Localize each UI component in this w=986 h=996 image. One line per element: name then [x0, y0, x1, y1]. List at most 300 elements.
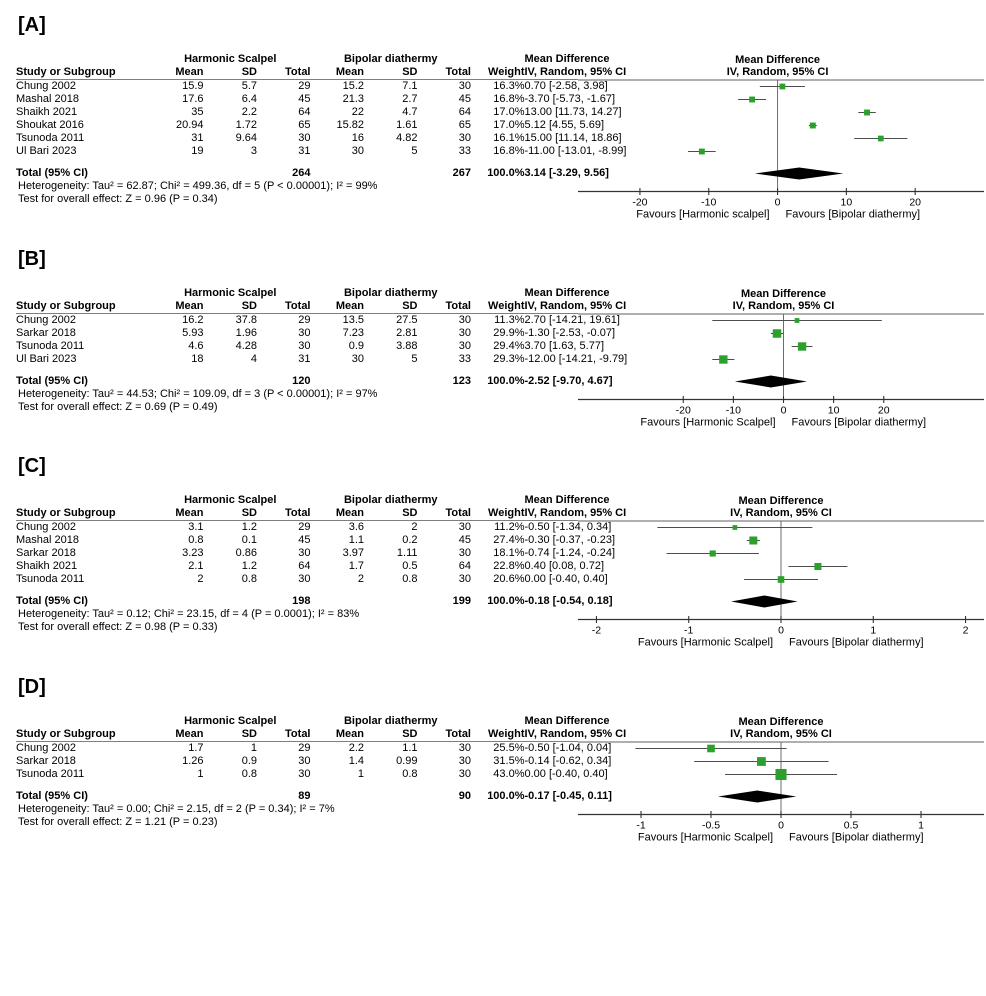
total2-cell: 30	[458, 767, 471, 780]
total-row	[16, 167, 578, 180]
plot-subtitle: IV, Random, 95% CI	[730, 727, 832, 740]
study-table-area	[16, 494, 627, 634]
sd2-cell: 4.7	[402, 106, 418, 118]
study-name-cell: Chung 2002	[16, 80, 76, 92]
favours-right-label: Favours [Bipolar diathermy]	[791, 416, 927, 428]
group2-header: Bipolar diathermy	[343, 714, 438, 727]
mean1-col-header: Mean	[150, 66, 204, 80]
blank-cell	[364, 595, 418, 608]
plot-title: Mean Difference	[738, 495, 824, 507]
sd1-cell: 9.64	[235, 132, 257, 144]
total2-col-header: Total	[418, 66, 472, 80]
ci-cell: -0.50 [-1.34, 0.34]	[524, 521, 612, 533]
mean-difference-header: Mean Difference	[524, 714, 610, 727]
effect-marker	[798, 342, 806, 350]
sd2-cell: 2	[411, 521, 418, 533]
total-row	[16, 375, 578, 388]
mean2-col-header: Mean	[311, 66, 365, 80]
study-name-cell: Shaikh 2021	[16, 560, 78, 572]
group1-header: Harmonic Scalpel	[184, 286, 277, 299]
total2-cell: 45	[458, 534, 471, 546]
effect-marker	[710, 550, 716, 556]
heterogeneity-line: Heterogeneity: Tau² = 44.53; Chi² = 109.09, df = 3 (P < 0.00001); I² = 97%	[18, 387, 378, 400]
group1-header: Harmonic Scalpel	[184, 714, 277, 727]
tick-label: 2	[962, 624, 969, 637]
study-name-cell: Mashal 2018	[16, 93, 79, 105]
weight-cell: 29.3%	[493, 352, 525, 365]
total1-cell: 29	[298, 741, 311, 754]
total2-cell: 30	[458, 80, 471, 92]
favours-left-label: Favours [Harmonic Scalpel]	[637, 636, 773, 649]
total-weight-cell: 100.0%	[487, 595, 525, 607]
blank-cell	[364, 375, 418, 388]
study-table-area	[16, 714, 627, 829]
tick-label: 0.5	[843, 819, 859, 831]
forest-plot-area	[578, 494, 984, 652]
mean-difference-header: Mean Difference	[524, 494, 610, 506]
ci-cell: -0.30 [-0.37, -0.23]	[524, 534, 615, 546]
blank-header	[16, 53, 150, 66]
sd2-cell: 5	[411, 145, 418, 157]
mean1-col-header: Mean	[150, 507, 204, 521]
total1-cell: 30	[298, 132, 311, 144]
total2-cell: 30	[458, 741, 471, 754]
effect-marker	[779, 84, 785, 90]
group2-header: Bipolar diathermy	[343, 53, 438, 65]
total-label-cell: Total (95% CI)	[16, 167, 88, 179]
total-weight-cell: 100.0%	[487, 789, 525, 802]
forest-plot-area	[578, 287, 984, 432]
total-row	[16, 595, 578, 608]
overall-effect-line: Test for overall effect: Z = 0.98 (P = 0.33)	[18, 621, 218, 633]
total-label-cell: Total (95% CI)	[16, 595, 88, 607]
favours-right-label: Favours [Bipolar diathermy]	[789, 636, 924, 649]
total2-col-header: Total	[418, 300, 472, 314]
total1-cell: 45	[298, 93, 311, 105]
total2-sum-cell: 267	[452, 167, 471, 179]
ci-cell: -0.14 [-0.62, 0.34]	[524, 754, 612, 767]
total1-sum-cell: 198	[292, 595, 311, 607]
weight-cell: 43.0%	[493, 767, 525, 780]
weight-cell: 11.2%	[494, 521, 525, 533]
total1-col-header: Total	[257, 300, 311, 314]
sd2-cell: 4.82	[396, 132, 418, 144]
effect-marker	[778, 576, 785, 583]
blank-header	[16, 715, 150, 728]
weight-cell: 25.5%	[493, 741, 525, 754]
favours-left-label: Favours [Harmonic Scalpel]	[640, 416, 776, 428]
total-diamond	[735, 375, 807, 387]
study-col-header: Study or Subgroup	[16, 507, 150, 521]
total1-col-header: Total	[257, 507, 311, 521]
sd1-cell: 0.9	[241, 754, 257, 767]
total1-sum-cell: 89	[298, 789, 311, 802]
study-col-header: Study or Subgroup	[16, 300, 150, 314]
study-row	[16, 327, 578, 340]
total1-cell: 29	[298, 521, 311, 533]
study-name-cell: Sarkar 2018	[16, 754, 76, 767]
ci-cell: 2.70 [-14.21, 19.61]	[524, 313, 620, 326]
sd2-cell: 1.1	[402, 741, 418, 754]
blank-cell	[204, 790, 258, 803]
sd2-col-header: SD	[364, 507, 418, 521]
study-name-cell: Mashal 2018	[16, 534, 79, 546]
mean1-cell: 1	[197, 767, 204, 780]
ci-cell: -0.74 [-1.24, -0.24]	[524, 547, 615, 559]
sd2-cell: 27.5	[396, 313, 418, 326]
ci-col-header: IV, Random, 95% CI	[524, 507, 627, 519]
weight-cell: 18.1%	[493, 547, 525, 559]
forest-panel	[16, 248, 986, 432]
total2-cell: 45	[458, 93, 471, 105]
sd1-cell: 1.2	[241, 560, 257, 572]
study-row	[16, 132, 578, 145]
mean2-cell: 1.1	[348, 534, 364, 546]
tick-label: 10	[840, 196, 853, 209]
study-row	[16, 80, 578, 94]
mean1-cell: 3.1	[188, 521, 204, 533]
sd1-cell: 0.1	[241, 534, 257, 546]
study-row	[16, 573, 578, 586]
effect-marker	[773, 329, 781, 337]
total2-cell: 33	[458, 352, 471, 365]
tick-label: 0	[780, 404, 787, 416]
tick-label: 0	[778, 624, 784, 637]
ci-col-header: IV, Random, 95% CI	[524, 66, 627, 78]
total1-cell: 31	[298, 352, 311, 365]
forest-plot-svg	[578, 715, 984, 847]
blank-cell	[364, 790, 418, 803]
study-name-cell: Chung 2002	[16, 741, 76, 754]
sd2-cell: 5	[411, 352, 418, 365]
study-row	[16, 547, 578, 560]
study-row	[16, 534, 578, 547]
total2-sum-cell: 90	[458, 789, 471, 802]
sd2-col-header: SD	[364, 300, 418, 314]
total2-cell: 33	[458, 145, 471, 157]
total-ci-cell: 3.14 [-3.29, 9.56]	[524, 167, 609, 179]
overall-effect-line: Test for overall effect: Z = 1.21 (P = 0.23)	[18, 815, 218, 828]
tick-label: -20	[675, 404, 691, 416]
total-weight-cell: 100.0%	[487, 167, 525, 179]
plot-subtitle: IV, Random, 95% CI	[732, 299, 835, 312]
total1-cell: 64	[298, 106, 311, 118]
study-name-cell: Sarkar 2018	[16, 326, 76, 339]
total2-cell: 30	[458, 547, 471, 559]
weight-cell: 27.4%	[493, 534, 525, 546]
tick-label: 20	[909, 196, 922, 209]
weight-cell: 22.8%	[493, 560, 525, 572]
ci-col-header: IV, Random, 95% CI	[524, 299, 627, 312]
sd1-cell: 1	[250, 741, 257, 754]
mean2-cell: 0.9	[348, 339, 364, 352]
study-table-area	[16, 286, 628, 414]
total1-cell: 45	[298, 534, 311, 546]
total1-col-header: Total	[257, 66, 311, 80]
mean2-cell: 2.2	[348, 741, 364, 754]
study-table	[16, 494, 627, 608]
tick-label: 1	[870, 624, 877, 637]
blank-cell	[150, 595, 204, 608]
total1-cell: 29	[298, 80, 311, 92]
tick-label: -10	[701, 196, 717, 209]
total2-cell: 30	[458, 754, 471, 767]
study-row	[16, 741, 578, 755]
total1-sum-cell: 264	[292, 167, 311, 179]
sd2-cell: 0.5	[402, 560, 418, 572]
blank-header	[16, 287, 150, 300]
sd2-col-header: SD	[364, 728, 418, 742]
weight-cell: 31.5%	[493, 754, 525, 767]
total2-cell: 30	[458, 573, 471, 585]
tick-label: -20	[632, 196, 648, 209]
mean2-cell: 22	[351, 106, 364, 118]
study-row	[16, 353, 578, 366]
sd1-cell: 4.28	[235, 339, 257, 352]
effect-marker	[814, 563, 821, 570]
study-row	[16, 93, 578, 106]
favours-right-label: Favours [Bipolar diathermy]	[789, 831, 924, 843]
favours-left-label: Favours [Harmonic scalpel]	[636, 208, 770, 221]
effect-marker	[810, 123, 816, 129]
total1-cell: 65	[298, 119, 311, 131]
mean1-cell: 2	[197, 573, 204, 585]
study-name-cell: Chung 2002	[16, 521, 76, 533]
group2-header: Bipolar diathermy	[343, 286, 438, 299]
effect-marker	[749, 537, 757, 545]
sd1-cell: 1.2	[241, 521, 257, 533]
forest-plot-area	[578, 53, 984, 224]
sd1-cell: 6.4	[241, 93, 257, 105]
total1-cell: 30	[298, 339, 311, 352]
total1-cell: 30	[298, 767, 311, 780]
weight-cell: 20.6%	[493, 573, 525, 585]
blank-cell	[150, 167, 204, 180]
blank-header	[16, 494, 150, 507]
total-ci-cell: -2.52 [-9.70, 4.67]	[524, 374, 613, 387]
total2-cell: 30	[458, 521, 471, 533]
weight-cell: 17.0%	[493, 106, 525, 118]
study-row	[16, 768, 578, 781]
weight-col-header: Weight	[471, 507, 525, 521]
ci-col-header: IV, Random, 95% CI	[524, 727, 627, 740]
study-col-header: Study or Subgroup	[16, 728, 150, 742]
total-diamond	[755, 168, 843, 180]
mean1-cell: 18	[191, 352, 204, 365]
mean2-cell: 7.23	[342, 326, 364, 339]
mean2-cell: 21.3	[342, 93, 364, 105]
total1-cell: 30	[298, 573, 311, 585]
sd2-cell: 0.99	[396, 754, 418, 767]
blank-cell	[204, 375, 258, 388]
sd1-cell: 3	[250, 145, 257, 157]
group1-header: Harmonic Scalpel	[184, 53, 277, 65]
sd2-cell: 1.61	[396, 119, 418, 131]
mean1-col-header: Mean	[150, 300, 204, 314]
total-diamond	[718, 790, 796, 802]
panel-label: [B]	[18, 247, 46, 270]
mean2-cell: 2	[357, 573, 364, 585]
tick-label: 0	[778, 819, 784, 831]
sd1-cell: 0.8	[241, 767, 257, 780]
mean1-cell: 19	[191, 145, 204, 157]
tick-label: 20	[877, 404, 890, 416]
ci-cell: 0.00 [-0.40, 0.40]	[524, 573, 608, 585]
forest-panel	[16, 455, 986, 652]
mean1-cell: 31	[191, 132, 204, 144]
effect-marker	[864, 110, 870, 116]
ci-cell: 15.00 [11.14, 18.86]	[524, 132, 622, 144]
study-row	[16, 313, 578, 327]
ci-cell: 13.00 [11.73, 14.27]	[524, 106, 622, 118]
mean2-cell: 1	[357, 767, 364, 780]
blank-cell	[150, 790, 204, 803]
mean2-cell: 30	[351, 145, 364, 157]
sd1-cell: 37.8	[235, 313, 257, 326]
mean1-cell: 1.26	[182, 754, 204, 767]
sd1-cell: 2.2	[241, 106, 257, 118]
study-table	[16, 53, 627, 180]
overall-effect-line: Test for overall effect: Z = 0.96 (P = 0.34)	[18, 193, 218, 205]
total-row	[16, 790, 578, 803]
ci-cell: 0.70 [-2.58, 3.98]	[524, 80, 608, 92]
effect-marker	[699, 149, 705, 155]
mean1-col-header: Mean	[150, 728, 204, 742]
effect-marker	[878, 136, 884, 142]
total1-col-header: Total	[257, 728, 311, 742]
total2-col-header: Total	[418, 728, 472, 742]
tick-label: -1	[684, 624, 694, 637]
study-row	[16, 755, 578, 768]
plot-title: Mean Difference	[738, 715, 824, 728]
study-row	[16, 521, 578, 535]
sd2-cell: 7.1	[402, 80, 418, 92]
mean2-cell: 1.7	[348, 560, 364, 572]
study-table	[16, 286, 628, 388]
total-ci-cell: -0.18 [-0.54, 0.18]	[524, 595, 613, 607]
study-row	[16, 119, 578, 132]
total2-cell: 30	[458, 326, 471, 339]
sd1-cell: 4	[250, 352, 257, 365]
tick-label: 0	[774, 196, 781, 209]
sd1-col-header: SD	[204, 507, 258, 521]
total-label-cell: Total (95% CI)	[16, 374, 88, 387]
group2-header: Bipolar diathermy	[343, 494, 438, 506]
plot-subtitle: IV, Random, 95% CI	[730, 507, 832, 519]
total2-cell: 30	[458, 313, 471, 326]
spacer-cell	[16, 781, 578, 790]
study-row	[16, 106, 578, 119]
spacer-row	[16, 586, 578, 595]
total2-cell: 64	[458, 560, 471, 572]
mean1-cell: 20.94	[175, 119, 204, 131]
panel-label: [C]	[18, 455, 46, 477]
effect-marker	[757, 757, 766, 766]
tick-label: 1	[918, 819, 924, 831]
plot-title: Mean Difference	[741, 287, 826, 300]
weight-col-header: Weight	[471, 300, 525, 314]
weight-cell: 29.4%	[493, 339, 525, 352]
weight-col-header: Weight	[471, 66, 525, 80]
mean1-cell: 0.8	[188, 534, 204, 546]
total1-cell: 64	[298, 560, 311, 572]
mean1-cell: 3.23	[182, 547, 204, 559]
blank-header	[471, 287, 525, 300]
forest-panel	[16, 14, 986, 224]
blank-cell	[311, 375, 365, 388]
tick-label: -0.5	[701, 819, 721, 831]
blank-cell	[150, 375, 204, 388]
weight-cell: 11.3%	[494, 313, 525, 326]
study-col-header: Study or Subgroup	[16, 66, 150, 80]
ci-cell: -11.00 [-13.01, -8.99]	[524, 145, 627, 157]
mean1-cell: 17.6	[182, 93, 204, 105]
mean2-col-header: Mean	[311, 300, 365, 314]
mean1-cell: 2.1	[188, 560, 204, 572]
total1-cell: 29	[298, 313, 311, 326]
study-name-cell: Shoukat 2016	[16, 119, 84, 131]
effect-marker	[775, 768, 786, 779]
sd1-cell: 0.8	[241, 573, 257, 585]
ci-cell: -3.70 [-5.73, -1.67]	[524, 93, 615, 105]
effect-marker	[795, 318, 800, 323]
tick-label: -2	[591, 624, 602, 637]
mean2-cell: 1.4	[348, 754, 364, 767]
study-row	[16, 145, 578, 158]
sd1-cell: 5.7	[241, 80, 257, 92]
total1-cell: 30	[298, 754, 311, 767]
total-ci-cell: -0.17 [-0.45, 0.11]	[524, 789, 612, 802]
sd2-cell: 2.81	[396, 326, 418, 339]
sd2-col-header: SD	[364, 66, 418, 80]
spacer-cell	[16, 158, 578, 167]
study-name-cell: Tsunoda 2011	[16, 767, 85, 780]
mean2-cell: 30	[351, 352, 364, 365]
weight-col-header: Weight	[471, 728, 525, 742]
blank-header	[471, 715, 525, 728]
sd1-col-header: SD	[204, 728, 258, 742]
mean2-cell: 15.2	[342, 80, 364, 92]
sd2-cell: 0.8	[402, 573, 418, 585]
tick-label: -10	[725, 404, 741, 416]
study-name-cell: Sarkar 2018	[16, 547, 76, 559]
total2-cell: 30	[458, 132, 471, 144]
spacer-cell	[16, 586, 578, 595]
blank-cell	[364, 167, 418, 180]
blank-header	[471, 494, 525, 507]
forest-plot-svg	[578, 494, 984, 652]
spacer-cell	[16, 366, 578, 375]
effect-marker	[719, 355, 727, 363]
ci-cell: 3.70 [1.63, 5.77]	[524, 339, 605, 352]
heterogeneity-line: Heterogeneity: Tau² = 0.00; Chi² = 2.15, df = 2 (P = 0.34); I² = 7%	[18, 802, 335, 815]
spacer-row	[16, 366, 578, 375]
ci-cell: 0.00 [-0.40, 0.40]	[524, 767, 608, 780]
study-table	[16, 714, 627, 803]
total-label-cell: Total (95% CI)	[16, 789, 88, 802]
forest-plot-svg	[578, 287, 984, 432]
weight-cell: 16.1%	[493, 132, 525, 144]
mean1-cell: 4.6	[188, 339, 204, 352]
favours-right-label: Favours [Bipolar diathermy]	[785, 208, 921, 221]
panel-label: [D]	[18, 675, 46, 698]
ci-cell: 0.40 [0.08, 0.72]	[524, 560, 605, 572]
overall-effect-line: Test for overall effect: Z = 0.69 (P = 0.49)	[18, 400, 218, 413]
mean1-cell: 5.93	[182, 326, 204, 339]
ci-cell: -0.50 [-1.04, 0.04]	[524, 741, 612, 754]
blank-cell	[311, 595, 365, 608]
mean1-cell: 15.9	[182, 80, 204, 92]
